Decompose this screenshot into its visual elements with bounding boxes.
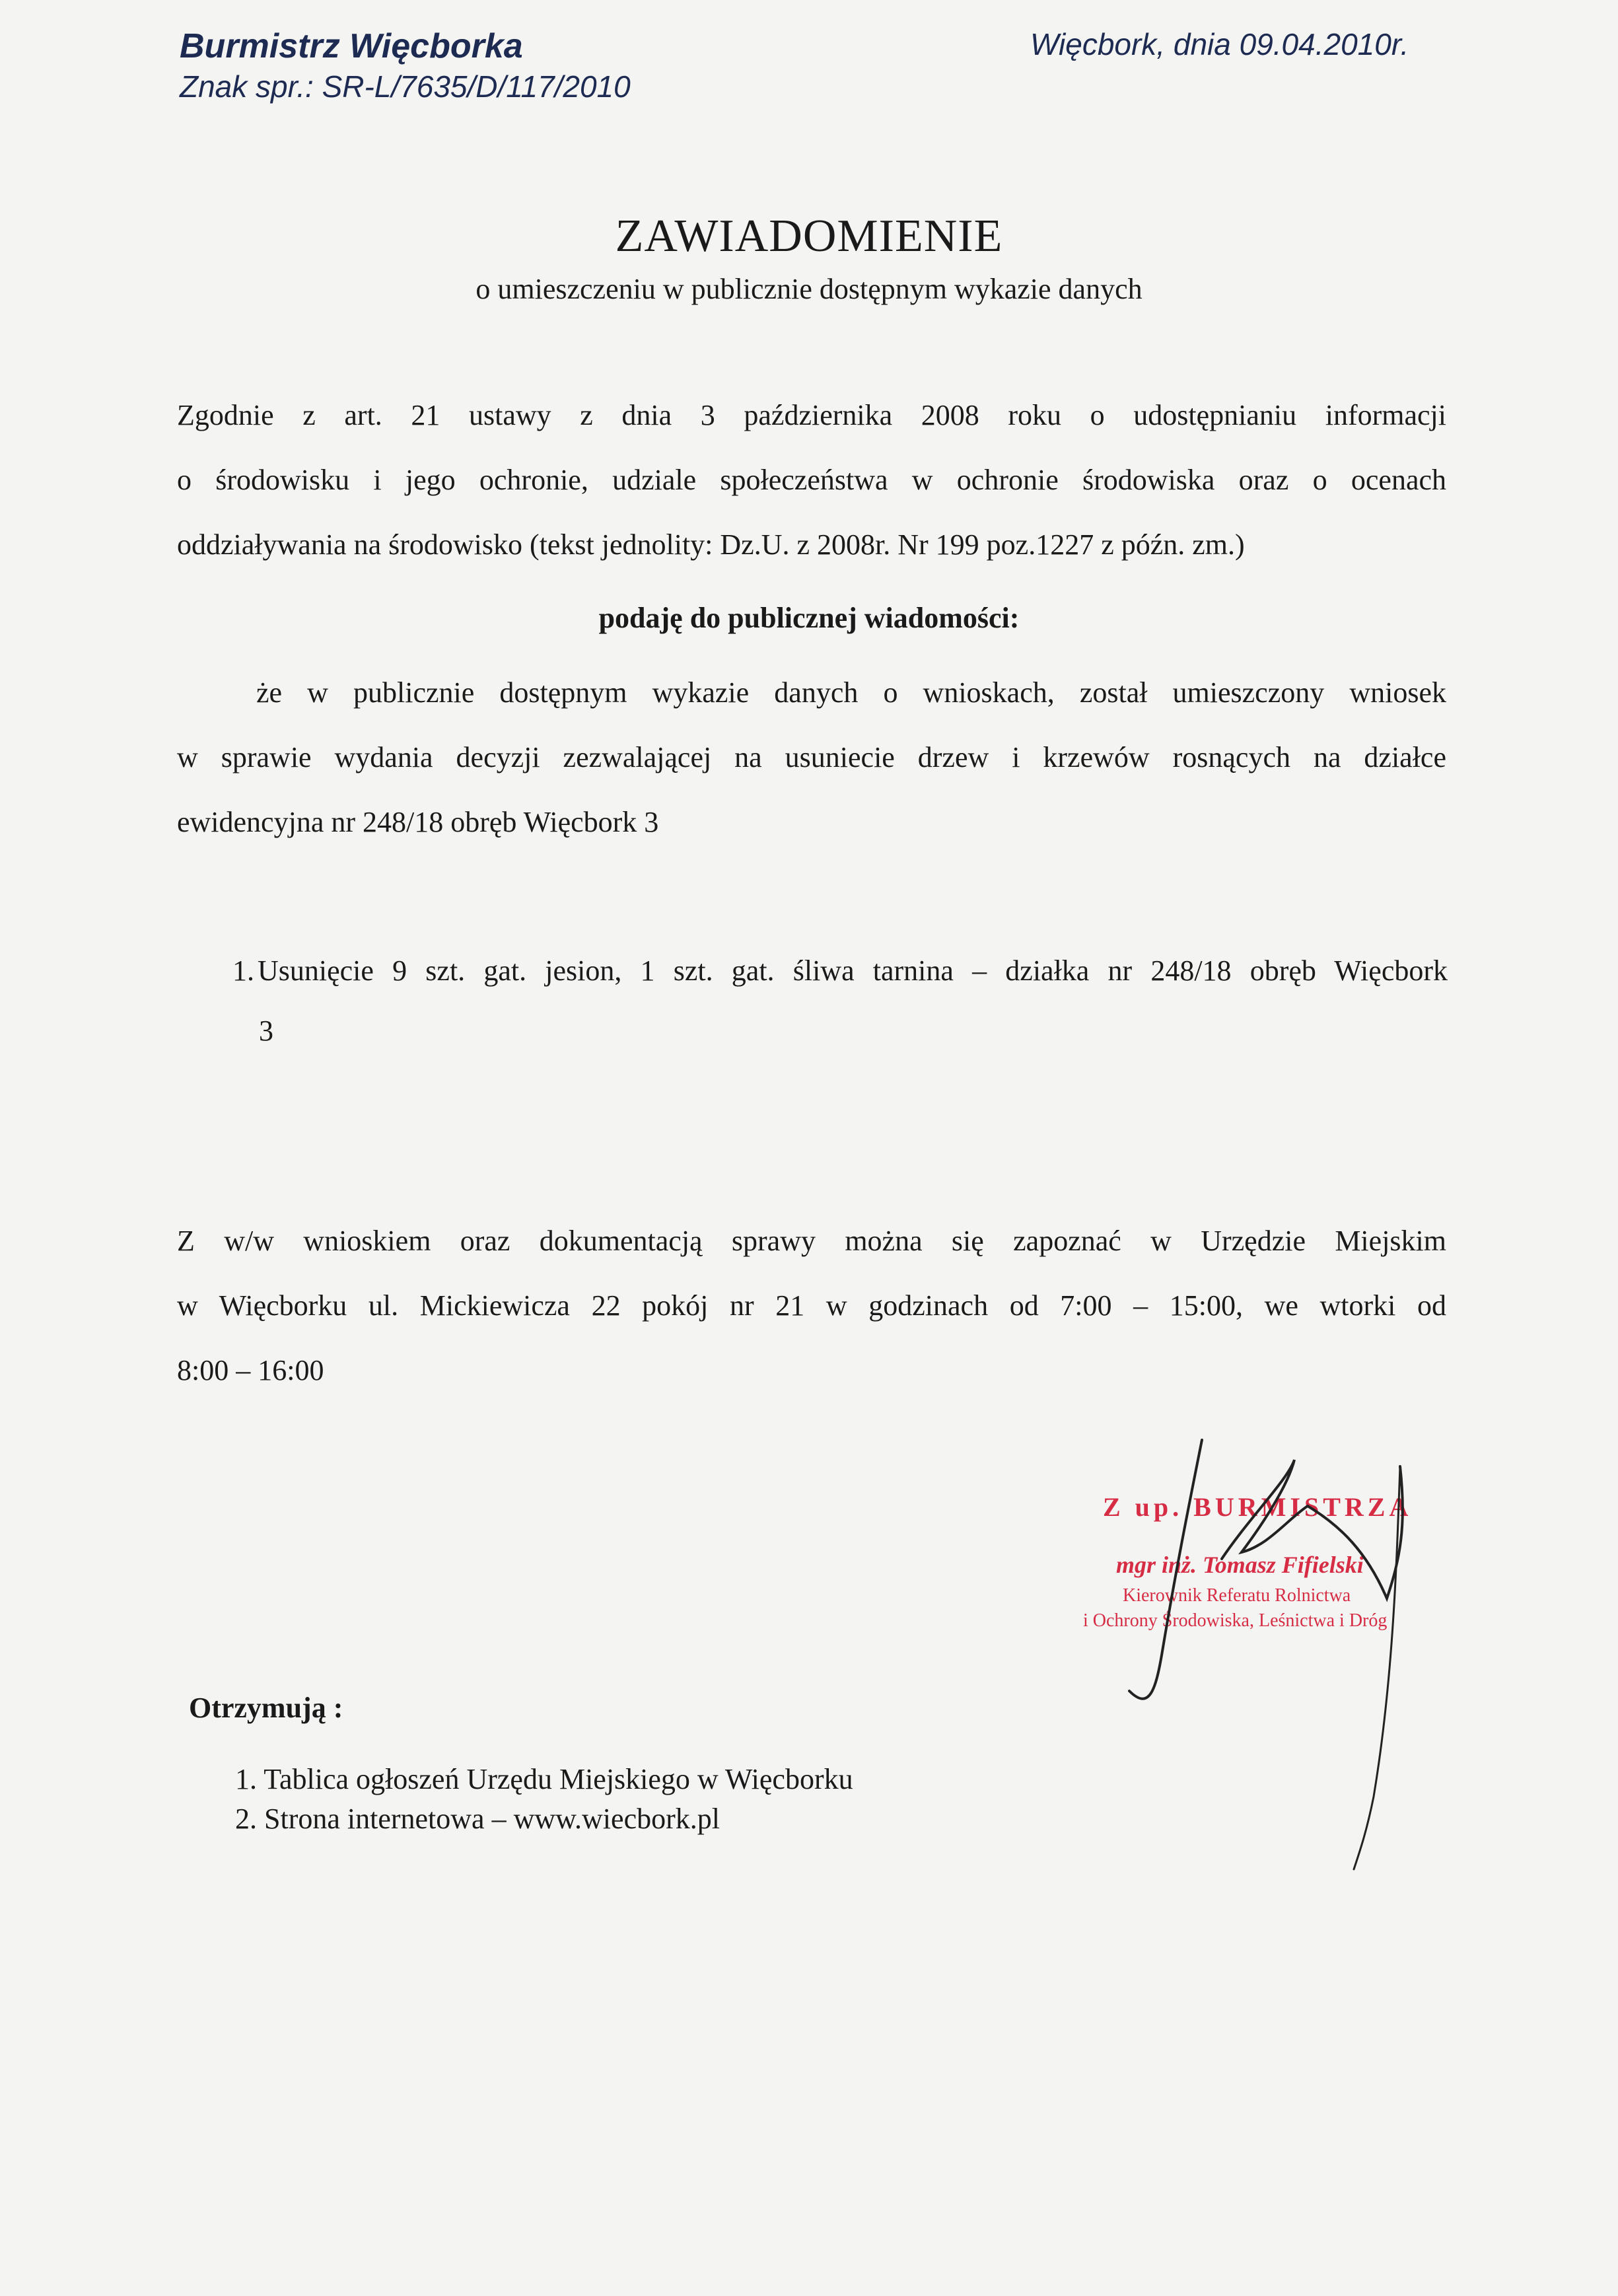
recipients-list [235, 1760, 853, 1839]
access-info-paragraph [177, 1209, 1446, 1403]
stamp-department: i Ochrony Środowiska, Leśnictwa i Dróg [1083, 1610, 1388, 1631]
item-list [232, 954, 1448, 1048]
letterhead [180, 26, 631, 104]
recipients-heading: Otrzymują : [189, 1692, 343, 1724]
paragraph-line: że w publicznie dostępnym wykazie danych o wnioskach, został umieszczony wniosek [256, 676, 1446, 709]
paragraph-line: Zgodnie z art. 21 ustawy z dnia 3 października 2008 roku o udostępnianiu informacji [177, 399, 1446, 431]
document-subtitle: o umieszczeniu w publicznie dostępnym wykazie danych [475, 273, 1143, 305]
item-text-continued: 3 [259, 1015, 273, 1047]
issuing-authority: Burmistrz Więcborka [180, 27, 523, 65]
announcement-heading: podaję do publicznej wiadomości: [598, 602, 1020, 634]
item-number: 1. [232, 954, 254, 987]
list-item [232, 954, 1448, 987]
legal-basis-paragraph [177, 383, 1446, 577]
place-and-date: Więcbork, dnia 09.04.2010r. [1030, 27, 1409, 61]
paragraph-line: ewidencyjna nr 248/18 obręb Więcbork 3 [177, 806, 659, 838]
handwritten-signature-icon [1090, 1427, 1486, 1876]
case-reference: Znak spr.: SR-L/7635/D/117/2010 [180, 69, 631, 104]
item-text: Usunięcie 9 szt. gat. jesion, 1 szt. gat. śliwa tarnina – działka nr 248/18 obręb Więcbork [258, 954, 1448, 987]
paragraph-line: w Więcborku ul. Mickiewicza 22 pokój nr 21 w godzinach od 7:00 – 15:00, we wtorki od [177, 1289, 1446, 1322]
list-item: 1. Tablica ogłoszeń Urzędu Miejskiego w Więcborku [235, 1763, 853, 1795]
stamp-position: Kierownik Referatu Rolnictwa [1123, 1585, 1351, 1606]
paragraph-line: o środowisku i jego ochronie, udziale społeczeństwa w ochronie środowiska oraz o ocenach [177, 464, 1446, 496]
list-item: 2. Strona internetowa – www.wiecbork.pl [235, 1803, 720, 1835]
stamp-authorization: Z up. BURMISTRZA [1103, 1492, 1413, 1522]
paragraph-line: Z w/w wnioskiem oraz dokumentacją sprawy można się zapoznać w Urzędzie Miejskim [177, 1225, 1446, 1257]
document-title: ZAWIADOMIENIE [615, 211, 1003, 262]
paragraph-line: w sprawie wydania decyzji zezwalającej na usuniecie drzew i krzewów rosnących na działce [177, 741, 1446, 773]
stamp-signatory: mgr inż. Tomasz Fifielski [1116, 1552, 1364, 1578]
paragraph-line: oddziaływania na środowisko (tekst jednolity: Dz.U. z 2008r. Nr 199 poz.1227 z późn. zm.) [177, 528, 1245, 561]
paragraph-line: 8:00 – 16:00 [177, 1354, 324, 1386]
statement-paragraph [177, 661, 1446, 855]
